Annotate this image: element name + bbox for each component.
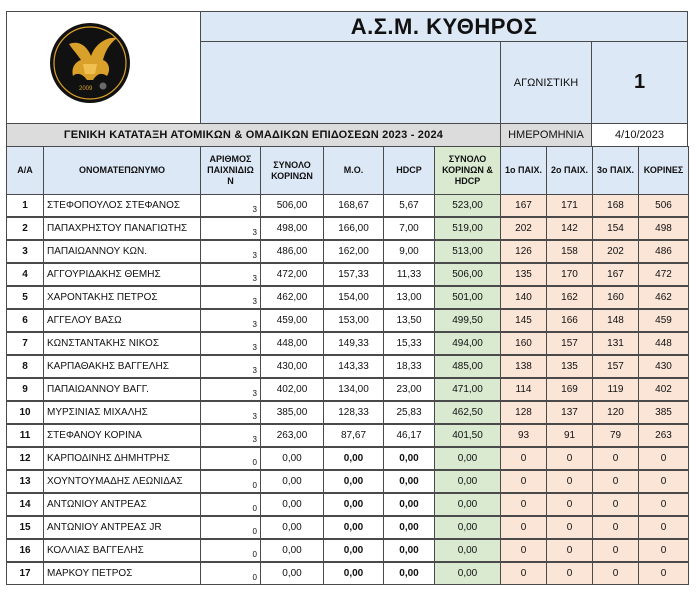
col-games-cell: 0 — [200, 562, 261, 585]
col-hdcp-cell: 15,33 — [383, 332, 435, 355]
col-hdcp-cell: 11,33 — [383, 263, 435, 286]
col-games-cell: 3 — [200, 194, 261, 217]
col-total-hdcp-header: ΣΥΝΟΛΟ ΚΟΡΙΝΩΝ & HDCP — [434, 146, 501, 195]
col-name-cell: ΧΟΥΝΤΟΥΜΑΔΗΣ ΛΕΩΝΙΔΑΣ — [43, 470, 201, 493]
col-pins-header: ΚΟΡΙΝΕΣ — [638, 146, 689, 195]
row-number: 1 — [6, 194, 44, 217]
col-total-cell: 498,00 — [260, 217, 324, 240]
col-total-cell: 472,00 — [260, 263, 324, 286]
col-total-cell: 459,00 — [260, 309, 324, 332]
col-game2-cell: 0 — [546, 539, 593, 562]
col-game3-cell: 0 — [592, 447, 639, 470]
col-hdcp-cell: 18,33 — [383, 355, 435, 378]
col-games-cell: 3 — [200, 309, 261, 332]
col-game3-cell: 168 — [592, 194, 639, 217]
col-name-cell: ΣΤΕΦΟΠΟΥΛΟΣ ΣΤΕΦΑΝΟΣ — [43, 194, 201, 217]
col-game1-cell: 138 — [500, 355, 547, 378]
col-total-hdcp-cell: 506,00 — [434, 263, 501, 286]
row-number: 2 — [6, 217, 44, 240]
header-blank — [200, 41, 501, 124]
col-avg-cell: 143,33 — [323, 355, 384, 378]
col-games-header: ΑΡΙΘΜΟΣ ΠΑΙΧΝΙΔΙΩ Ν — [200, 146, 261, 195]
col-games-cell: 3 — [200, 401, 261, 424]
col-total-cell: 0,00 — [260, 562, 324, 585]
col-total-hdcp-cell: 0,00 — [434, 470, 501, 493]
col-total-hdcp-cell: 485,00 — [434, 355, 501, 378]
club-title: Α.Σ.Μ. ΚΥΘΗΡΟΣ — [200, 11, 688, 42]
col-game1-header: 1ο ΠΑΙΧ. — [500, 146, 547, 195]
col-game2-cell: 142 — [546, 217, 593, 240]
col-game3-cell: 120 — [592, 401, 639, 424]
col-total-cell: 263,00 — [260, 424, 324, 447]
col-avg-cell: 87,67 — [323, 424, 384, 447]
col-avg-cell: 0,00 — [323, 516, 384, 539]
col-avg-cell: 149,33 — [323, 332, 384, 355]
col-game1-cell: 128 — [500, 401, 547, 424]
col-pins-cell: 263 — [638, 424, 689, 447]
col-hdcp-cell: 5,67 — [383, 194, 435, 217]
col-game2-cell: 0 — [546, 470, 593, 493]
col-pins-cell: 498 — [638, 217, 689, 240]
col-name-cell: ΑΝΤΩΝΙΟΥ ΑΝΤΡΕΑΣ JR — [43, 516, 201, 539]
col-total-hdcp-cell: 0,00 — [434, 539, 501, 562]
col-games-cell: 0 — [200, 470, 261, 493]
row-number: 3 — [6, 240, 44, 263]
row-number: 6 — [6, 309, 44, 332]
col-avg-cell: 154,00 — [323, 286, 384, 309]
col-game3-cell: 0 — [592, 562, 639, 585]
standings-title: ΓΕΝΙΚΗ ΚΑΤΑΤΑΞΗ ΑΤΟΜΙΚΩΝ & ΟΜΑΔΙΚΩΝ ΕΠΙΔΟΣΕΩΝ 2023 - 2024 — [6, 123, 501, 147]
col-game2-cell: 91 — [546, 424, 593, 447]
col-game1-cell: 140 — [500, 286, 547, 309]
col-hdcp-cell: 0,00 — [383, 470, 435, 493]
row-number: 9 — [6, 378, 44, 401]
col-name-cell: ΠΑΠΑΙΩΑΝΝΟΥ ΒΑΓΓ. — [43, 378, 201, 401]
col-hdcp-cell: 0,00 — [383, 539, 435, 562]
col-pins-cell: 486 — [638, 240, 689, 263]
col-avg-cell: 134,00 — [323, 378, 384, 401]
date-label: ΗΜΕΡΟΜΗΝΙΑ — [500, 123, 592, 147]
col-total-cell: 0,00 — [260, 493, 324, 516]
col-hdcp-cell: 0,00 — [383, 493, 435, 516]
col-pins-cell: 462 — [638, 286, 689, 309]
col-hdcp-cell: 13,00 — [383, 286, 435, 309]
col-game3-cell: 167 — [592, 263, 639, 286]
col-avg-cell: 0,00 — [323, 493, 384, 516]
col-name-cell: ΠΑΠΑΧΡΗΣΤΟΥ ΠΑΝΑΓΙΩΤΗΣ — [43, 217, 201, 240]
col-game3-cell: 202 — [592, 240, 639, 263]
col-game1-cell: 0 — [500, 539, 547, 562]
col-game1-cell: 0 — [500, 470, 547, 493]
col-name-cell: ΚΟΛΛΙΑΣ ΒΑΓΓΕΛΗΣ — [43, 539, 201, 562]
col-game2-cell: 0 — [546, 447, 593, 470]
col-name-cell: ΚΑΡΠΟΔΙΝΗΣ ΔΗΜΗΤΡΗΣ — [43, 447, 201, 470]
col-avg-cell: 162,00 — [323, 240, 384, 263]
col-game2-cell: 157 — [546, 332, 593, 355]
col-game2-cell: 166 — [546, 309, 593, 332]
col-total-cell: 0,00 — [260, 470, 324, 493]
row-number: 10 — [6, 401, 44, 424]
col-total-hdcp-cell: 523,00 — [434, 194, 501, 217]
col-pins-cell: 506 — [638, 194, 689, 217]
col-hdcp-cell: 13,50 — [383, 309, 435, 332]
col-total-hdcp-cell: 519,00 — [434, 217, 501, 240]
col-name-header: ΟΝΟΜΑΤΕΠΩΝΥΜΟ — [43, 146, 201, 195]
col-total-cell: 448,00 — [260, 332, 324, 355]
col-name-cell: ΑΓΓΕΛΟΥ ΒΑΣΩ — [43, 309, 201, 332]
col-game3-cell: 79 — [592, 424, 639, 447]
col-total-cell: 402,00 — [260, 378, 324, 401]
col-pins-cell: 430 — [638, 355, 689, 378]
row-number: 4 — [6, 263, 44, 286]
col-pins-cell: 472 — [638, 263, 689, 286]
col-game1-cell: 126 — [500, 240, 547, 263]
col-total-hdcp-cell: 0,00 — [434, 516, 501, 539]
competition-type: ΑΓΩΝΙΣΤΙΚΗ — [500, 41, 592, 124]
col-game2-cell: 0 — [546, 493, 593, 516]
col-hdcp-cell: 0,00 — [383, 447, 435, 470]
col-pins-cell: 448 — [638, 332, 689, 355]
col-game1-cell: 0 — [500, 562, 547, 585]
col-games-cell: 0 — [200, 516, 261, 539]
row-number: 11 — [6, 424, 44, 447]
col-total-cell: 486,00 — [260, 240, 324, 263]
col-games-cell: 3 — [200, 217, 261, 240]
col-avg-cell: 153,00 — [323, 309, 384, 332]
col-avg-cell: 166,00 — [323, 217, 384, 240]
col-game1-cell: 145 — [500, 309, 547, 332]
col-avg-header: Μ.Ο. — [323, 146, 384, 195]
col-total-hdcp-cell: 513,00 — [434, 240, 501, 263]
row-number: 7 — [6, 332, 44, 355]
row-number: 12 — [6, 447, 44, 470]
col-avg-cell: 157,33 — [323, 263, 384, 286]
col-total-hdcp-cell: 462,50 — [434, 401, 501, 424]
col-name-cell: ΜΥΡΣΙΝΙΑΣ ΜΙΧΑΛΗΣ — [43, 401, 201, 424]
col-games-cell: 3 — [200, 355, 261, 378]
col-game2-cell: 158 — [546, 240, 593, 263]
col-total-hdcp-cell: 0,00 — [434, 447, 501, 470]
col-avg-cell: 168,67 — [323, 194, 384, 217]
col-game2-cell: 137 — [546, 401, 593, 424]
col-pins-cell: 459 — [638, 309, 689, 332]
col-game1-cell: 160 — [500, 332, 547, 355]
col-total-cell: 0,00 — [260, 516, 324, 539]
row-number: 14 — [6, 493, 44, 516]
col-pins-cell: 0 — [638, 516, 689, 539]
row-number: 15 — [6, 516, 44, 539]
col-total-hdcp-cell: 494,00 — [434, 332, 501, 355]
col-total-hdcp-cell: 471,00 — [434, 378, 501, 401]
col-total-cell: 0,00 — [260, 539, 324, 562]
col-games-cell: 3 — [200, 424, 261, 447]
col-games-cell: 3 — [200, 263, 261, 286]
col-game3-cell: 0 — [592, 516, 639, 539]
col-game3-cell: 131 — [592, 332, 639, 355]
col-game3-cell: 160 — [592, 286, 639, 309]
col-name-cell: ΣΤΕΦΑΝΟΥ ΚΟΡΙΝΑ — [43, 424, 201, 447]
round-number: 1 — [591, 41, 688, 124]
col-game1-cell: 0 — [500, 447, 547, 470]
logo-year: 2009 — [79, 86, 93, 92]
col-game3-cell: 119 — [592, 378, 639, 401]
col-hdcp-cell: 0,00 — [383, 516, 435, 539]
row-number: 17 — [6, 562, 44, 585]
col-pins-cell: 385 — [638, 401, 689, 424]
col-game3-header: 3ο ΠΑΙΧ. — [592, 146, 639, 195]
date-value: 4/10/2023 — [591, 123, 688, 147]
col-games-cell: 0 — [200, 447, 261, 470]
col-pins-cell: 0 — [638, 562, 689, 585]
col-hdcp-cell: 0,00 — [383, 562, 435, 585]
col-pins-cell: 0 — [638, 539, 689, 562]
col-avg-cell: 128,33 — [323, 401, 384, 424]
col-game2-cell: 0 — [546, 516, 593, 539]
col-avg-cell: 0,00 — [323, 470, 384, 493]
col-name-cell: ΜΑΡΚΟΥ ΠΕΤΡΟΣ — [43, 562, 201, 585]
col-games-cell: 0 — [200, 493, 261, 516]
col-pins-cell: 0 — [638, 493, 689, 516]
col-pins-cell: 402 — [638, 378, 689, 401]
col-game3-cell: 0 — [592, 539, 639, 562]
col-game2-cell: 0 — [546, 562, 593, 585]
col-game3-cell: 0 — [592, 470, 639, 493]
col-hdcp-cell: 46,17 — [383, 424, 435, 447]
col-total-header: ΣΥΝΟΛΟ ΚΟΡΙΝΩΝ — [260, 146, 324, 195]
col-total-hdcp-cell: 0,00 — [434, 562, 501, 585]
col-name-cell: ΠΑΠΑΙΩΑΝΝΟΥ ΚΩΝ. — [43, 240, 201, 263]
col-game2-cell: 135 — [546, 355, 593, 378]
col-total-cell: 430,00 — [260, 355, 324, 378]
col-pins-cell: 0 — [638, 470, 689, 493]
col-total-hdcp-cell: 401,50 — [434, 424, 501, 447]
col-avg-cell: 0,00 — [323, 447, 384, 470]
row-number: 13 — [6, 470, 44, 493]
col-name-cell: ΑΝΤΩΝΙΟΥ ΑΝΤΡΕΑΣ — [43, 493, 201, 516]
row-number: 8 — [6, 355, 44, 378]
row-number: 5 — [6, 286, 44, 309]
col-game1-cell: 114 — [500, 378, 547, 401]
col-name-cell: ΚΑΡΠΑΘΑΚΗΣ ΒΑΓΓΕΛΗΣ — [43, 355, 201, 378]
col-avg-cell: 0,00 — [323, 539, 384, 562]
col-hdcp-cell: 25,83 — [383, 401, 435, 424]
row-number: 16 — [6, 539, 44, 562]
col-game2-cell: 170 — [546, 263, 593, 286]
col-name-cell: ΑΓΓΟΥΡΙΔΑΚΗΣ ΘΕΜΗΣ — [43, 263, 201, 286]
col-total-cell: 385,00 — [260, 401, 324, 424]
logo-cell — [6, 11, 201, 124]
col-game3-cell: 154 — [592, 217, 639, 240]
col-total-hdcp-cell: 501,00 — [434, 286, 501, 309]
col-game3-cell: 157 — [592, 355, 639, 378]
col-name-cell: ΧΑΡΟΝΤΑΚΗΣ ΠΕΤΡΟΣ — [43, 286, 201, 309]
col-games-cell: 3 — [200, 378, 261, 401]
col-hdcp-cell: 7,00 — [383, 217, 435, 240]
col-avg-cell: 0,00 — [323, 562, 384, 585]
club-logo — [49, 22, 131, 104]
col-game3-cell: 0 — [592, 493, 639, 516]
col-games-cell: 0 — [200, 539, 261, 562]
col-total-cell: 0,00 — [260, 447, 324, 470]
col-game1-cell: 93 — [500, 424, 547, 447]
col-games-cell: 3 — [200, 332, 261, 355]
col-total-hdcp-cell: 0,00 — [434, 493, 501, 516]
col-game2-header: 2ο ΠΑΙΧ. — [546, 146, 593, 195]
col-hdcp-header: HDCP — [383, 146, 435, 195]
col-game2-cell: 171 — [546, 194, 593, 217]
col-pins-cell: 0 — [638, 447, 689, 470]
col-hdcp-cell: 23,00 — [383, 378, 435, 401]
col-games-cell: 3 — [200, 240, 261, 263]
col-game2-cell: 162 — [546, 286, 593, 309]
col-game1-cell: 202 — [500, 217, 547, 240]
col-game3-cell: 148 — [592, 309, 639, 332]
col-total-cell: 462,00 — [260, 286, 324, 309]
col-total-hdcp-cell: 499,50 — [434, 309, 501, 332]
col-game2-cell: 169 — [546, 378, 593, 401]
standings-sheet — [6, 11, 688, 587]
col-game1-cell: 0 — [500, 493, 547, 516]
col-games-cell: 3 — [200, 286, 261, 309]
col-total-cell: 506,00 — [260, 194, 324, 217]
col-game1-cell: 0 — [500, 516, 547, 539]
col-name-cell: ΚΩΝΣΤΑΝΤΑΚΗΣ ΝΙΚΟΣ — [43, 332, 201, 355]
col-hdcp-cell: 9,00 — [383, 240, 435, 263]
col-game1-cell: 135 — [500, 263, 547, 286]
col-game1-cell: 167 — [500, 194, 547, 217]
col-no-header: Α/Α — [6, 146, 44, 195]
